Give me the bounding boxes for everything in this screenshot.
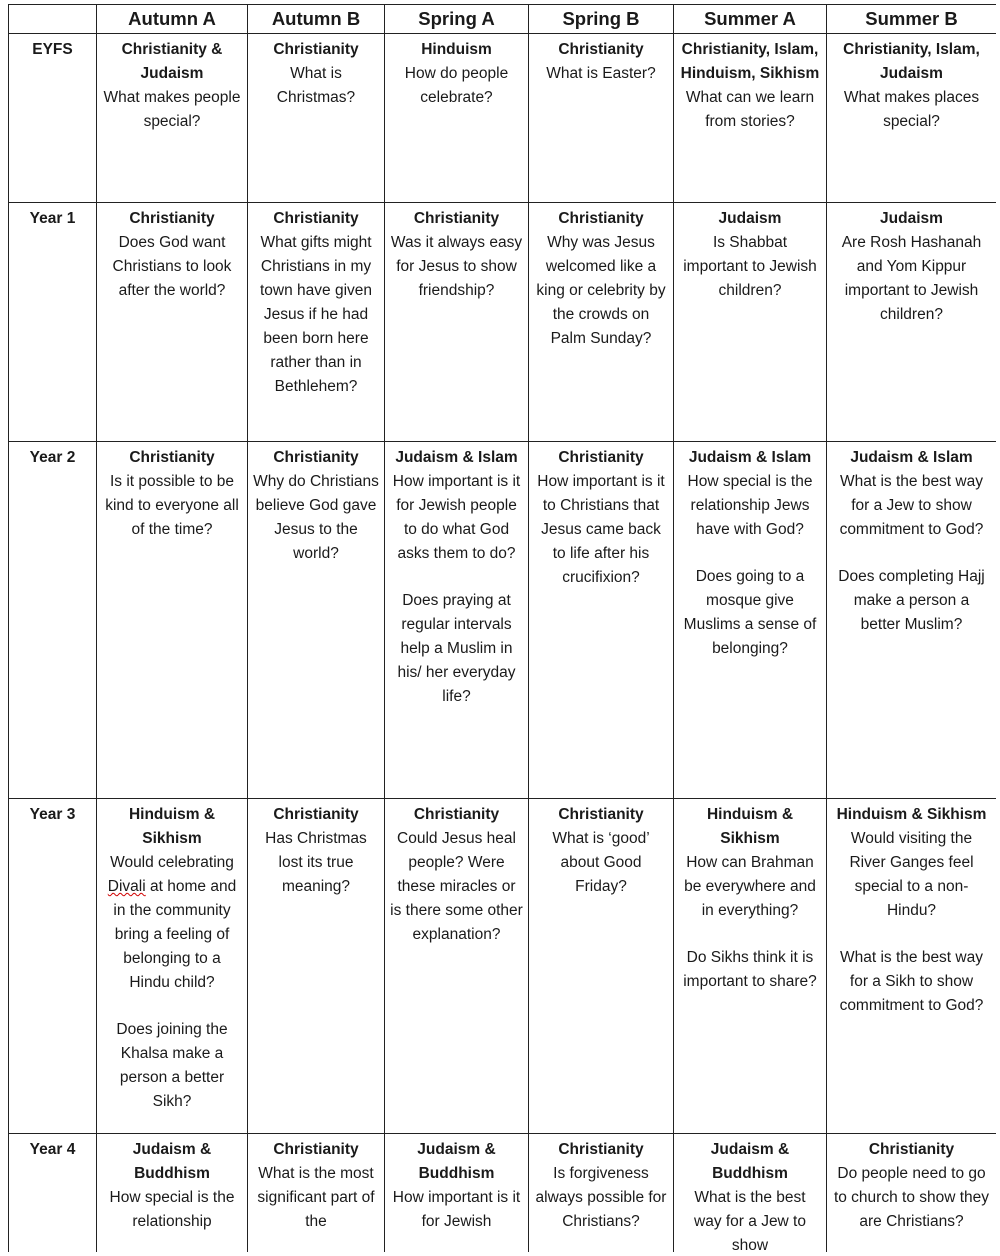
table-cell [97, 799, 248, 1134]
unit-question: How special is the relationship Jews have with God? [687, 473, 813, 538]
table-cell [385, 203, 529, 442]
table-cell [529, 442, 674, 799]
table-cell [248, 34, 385, 203]
unit-religion: Christianity [558, 210, 644, 227]
unit-question: Does praying at regular intervals help a Muslim in his/ her everyday life? [397, 592, 516, 705]
table-cell [385, 34, 529, 203]
curriculum-document [8, 4, 996, 1252]
table-cell [248, 442, 385, 799]
unit-question: Would celebrating Divali at home and in the community bring a feeling of belonging to a Hindu child? [107, 854, 237, 991]
unit-religion: Hinduism & Sikhism [836, 806, 987, 823]
table-cell [529, 34, 674, 203]
unit-question: How special is the relationship [109, 1189, 235, 1230]
unit-question: How important is it for Jewish people to do what God asks them to do? [392, 473, 521, 562]
unit-question: What can we learn from stories? [685, 89, 815, 130]
term-header: Summer B [827, 5, 997, 34]
unit-question: Do Sikhs think it is important to share? [683, 949, 817, 990]
unit-religion: Christianity, Islam, Judaism [843, 41, 980, 82]
table-row [9, 34, 997, 203]
unit-religion: Judaism & Buddhism [710, 1141, 790, 1182]
unit-religion: Christianity [273, 1141, 359, 1158]
unit-religion: Judaism & Buddhism [132, 1141, 212, 1182]
unit-religion: Judaism & Islam [688, 449, 812, 466]
table-cell [827, 34, 997, 203]
unit-religion: Christianity [413, 210, 500, 227]
table-row [9, 1134, 997, 1253]
unit-question: Could Jesus heal people? Were these miracles or is there some other explanation? [390, 830, 523, 943]
unit-religion: Judaism & Islam [395, 449, 518, 466]
unit-religion: Christianity [558, 1141, 644, 1158]
table-cell [674, 1134, 827, 1253]
unit-question: How important is it for Jewish [392, 1189, 521, 1230]
unit-religion: Hinduism & Sikhism [706, 806, 794, 847]
term-header: Spring B [529, 5, 674, 34]
unit-religion: Judaism [880, 210, 943, 227]
table-cell [97, 442, 248, 799]
re-curriculum-table [8, 4, 996, 1252]
unit-religion: Christianity [558, 806, 644, 823]
unit-religion: Hinduism [421, 41, 492, 58]
table-cell [385, 1134, 529, 1253]
term-header: Spring A [385, 5, 529, 34]
unit-religion: Christianity [558, 41, 644, 58]
table-cell [529, 203, 674, 442]
unit-religion: Christianity & Judaism [121, 41, 223, 82]
table-cell [827, 203, 997, 442]
table-cell [97, 34, 248, 203]
unit-question: Why was Jesus welcomed like a king or celebrity by the crowds on Palm Sunday? [536, 234, 666, 347]
unit-question: Does going to a mosque give Muslims a sense of belonging? [683, 568, 817, 657]
table-cell [674, 203, 827, 442]
term-header: Autumn B [248, 5, 385, 34]
unit-question: Is it possible to be kind to everyone all of the time? [105, 473, 239, 538]
spelling-underline: Divali [107, 878, 146, 895]
unit-question: Would visiting the River Ganges feel special to a non-Hindu? [849, 830, 974, 919]
unit-religion: Christianity [273, 210, 359, 227]
table-cell [674, 799, 827, 1134]
unit-question: Why do Christians believe God gave Jesus to the world? [253, 473, 379, 562]
unit-religion: Judaism [718, 210, 782, 227]
unit-question: What is the most significant part of the [257, 1165, 375, 1230]
unit-question: What gifts might Christians in my town have given Jesus if he had been born here rather than in Bethlehem? [259, 234, 373, 395]
unit-question: How can Brahman be everywhere and in everything? [684, 854, 816, 919]
unit-religion: Christianity, Islam, Hinduism, Sikhism [680, 41, 820, 82]
unit-question: Does completing Hajj make a person a better Muslim? [838, 568, 985, 633]
table-row [9, 799, 997, 1134]
unit-religion: Hinduism & Sikhism [128, 806, 216, 847]
table-cell [827, 1134, 997, 1253]
unit-question: What is ‘good’ about Good Friday? [552, 830, 650, 895]
row-label: Year 4 [9, 1134, 97, 1253]
unit-religion: Judaism & Buddhism [417, 1141, 496, 1182]
unit-question: Was it always easy for Jesus to show friendship? [390, 234, 523, 299]
table-cell [385, 799, 529, 1134]
unit-religion: Christianity [273, 41, 359, 58]
term-header: Autumn A [97, 5, 248, 34]
unit-religion: Christianity [413, 806, 500, 823]
header-row [9, 5, 997, 34]
table-cell [248, 1134, 385, 1253]
unit-religion: Christianity [868, 1141, 955, 1158]
table-cell [97, 1134, 248, 1253]
unit-question: Is Shabbat important to Jewish children? [683, 234, 817, 299]
table-cell [529, 799, 674, 1134]
unit-religion: Christianity [129, 449, 215, 466]
unit-question: How do people celebrate? [404, 65, 509, 106]
table-cell [248, 799, 385, 1134]
unit-religion: Christianity [129, 210, 215, 227]
table-row [9, 442, 997, 799]
row-label: EYFS [9, 34, 97, 203]
unit-question: What is Easter? [546, 65, 656, 82]
unit-question: What is Christmas? [276, 65, 356, 106]
unit-question: Has Christmas lost its true meaning? [265, 830, 367, 895]
table-cell [529, 1134, 674, 1253]
unit-religion: Judaism & Islam [850, 449, 973, 466]
unit-question: What is the best way for a Sikh to show commitment to God? [839, 949, 984, 1014]
unit-question: Does God want Christians to look after the world? [112, 234, 232, 299]
unit-question: Are Rosh Hashanah and Yom Kippur important to Jewish children? [841, 234, 982, 323]
row-label: Year 2 [9, 442, 97, 799]
unit-religion: Christianity [558, 449, 644, 466]
table-cell [385, 442, 529, 799]
unit-religion: Christianity [273, 806, 359, 823]
unit-question: Does joining the Khalsa make a person a better Sikh? [116, 1021, 228, 1110]
unit-question: How important is it to Christians that Jesus came back to life after his crucifixion? [537, 473, 665, 586]
table-row [9, 203, 997, 442]
table-cell [674, 34, 827, 203]
corner-cell [9, 5, 97, 34]
table-cell [97, 203, 248, 442]
unit-question: What is the best way for a Jew to show [694, 1189, 806, 1252]
table-cell [827, 442, 997, 799]
unit-question: Do people need to go to church to show they are Christians? [833, 1165, 990, 1230]
unit-question: What makes people special? [103, 89, 241, 130]
term-header: Summer A [674, 5, 827, 34]
unit-question: What makes places special? [843, 89, 980, 130]
row-label: Year 3 [9, 799, 97, 1134]
table-cell [248, 203, 385, 442]
unit-question: Is forgiveness always possible for Christians? [535, 1165, 667, 1230]
table-cell [674, 442, 827, 799]
table-cell [827, 799, 997, 1134]
row-label: Year 1 [9, 203, 97, 442]
unit-question: What is the best way for a Jew to show commitment to God? [839, 473, 984, 538]
unit-religion: Christianity [273, 449, 359, 466]
